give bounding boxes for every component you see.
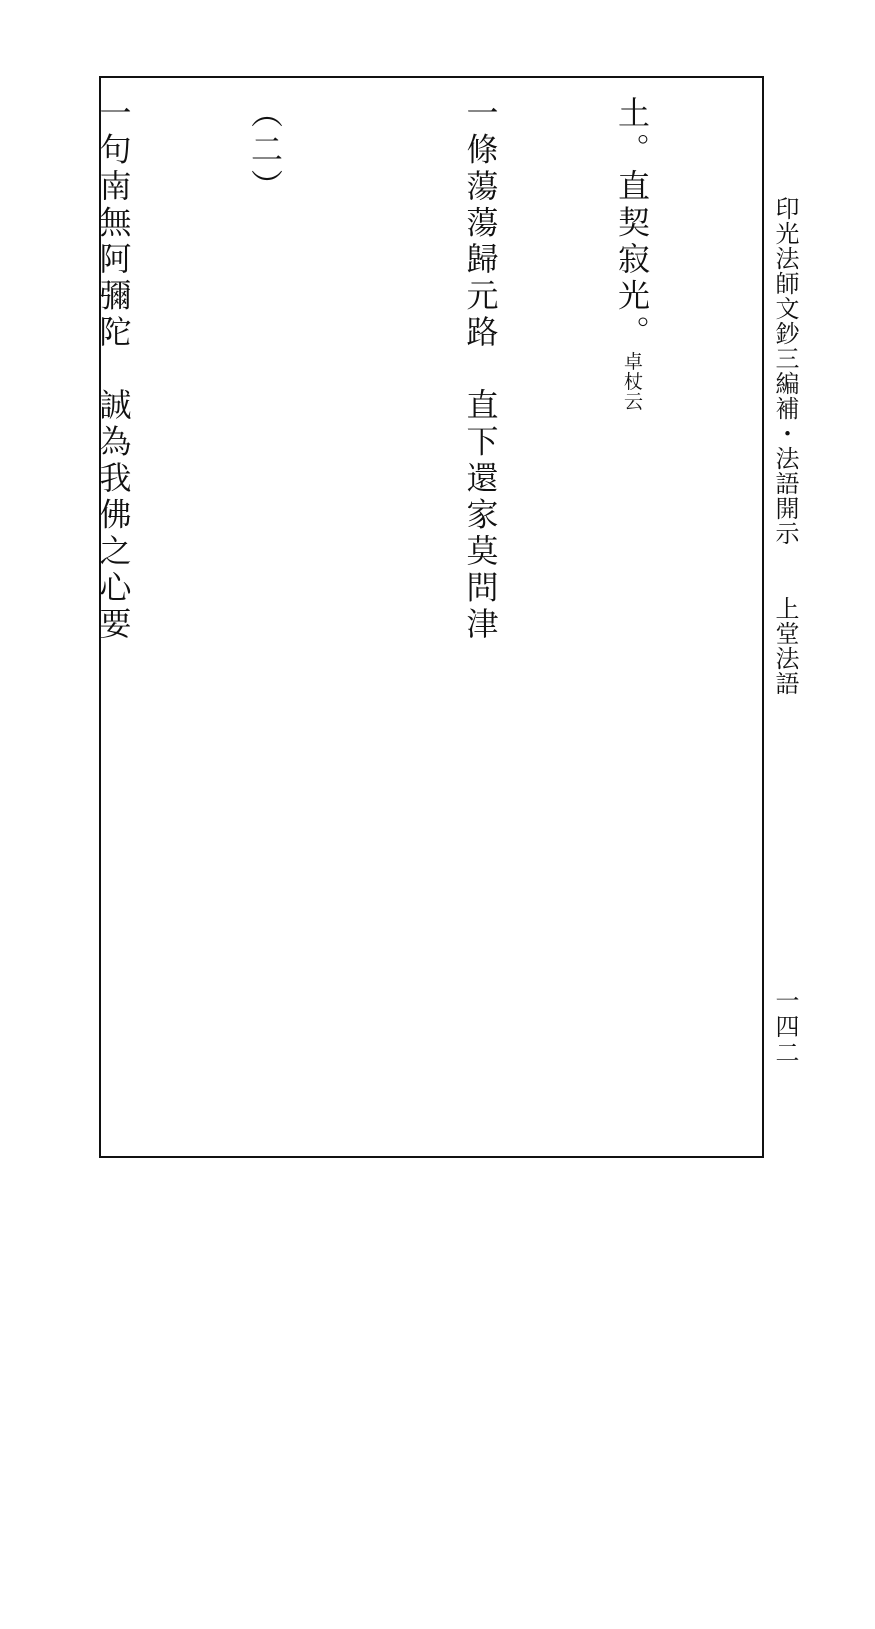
text-line-main: 土。直契寂光。 — [613, 96, 651, 352]
text-line — [607, 96, 658, 1146]
interlinear-note: 卓杖云 — [621, 351, 643, 412]
section-heading: （二） — [246, 96, 284, 206]
running-header: 印光法師文鈔三編補・法語開示 上堂法語 — [771, 196, 799, 696]
verse-line: 一條蕩蕩歸元路 直下還家莫問津 — [461, 96, 500, 644]
page-number: 一四二 — [771, 988, 799, 1066]
verse-line: 一句南無阿彌陀 誠為我佛之心要 — [94, 96, 133, 644]
text-body — [94, 96, 758, 1146]
